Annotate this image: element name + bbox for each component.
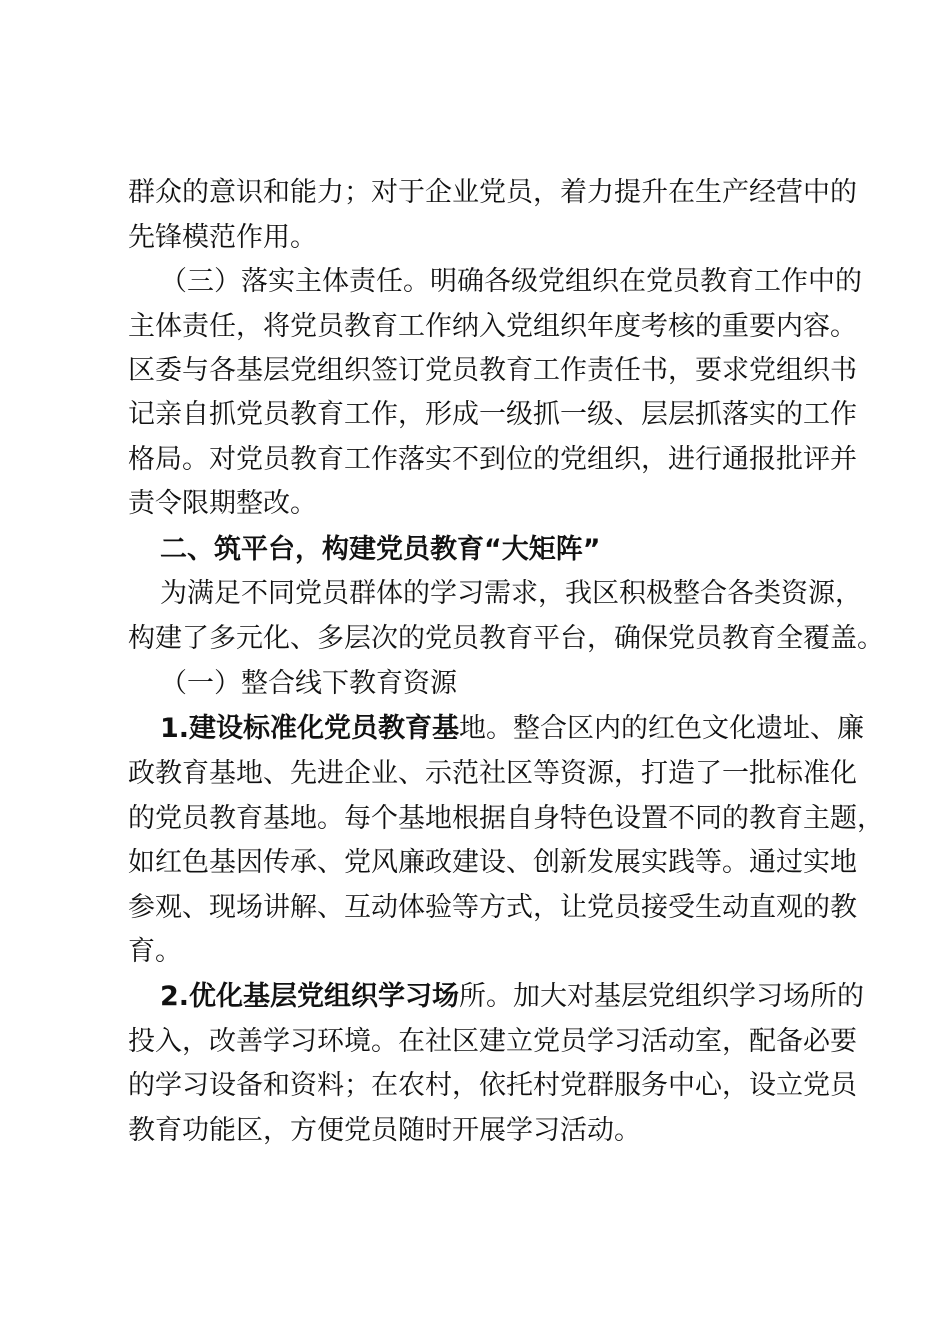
item-text: 地。整合区内的红色文化遗址、廉 [459,713,865,744]
paragraph-line: 先锋模范作用。 [128,222,317,253]
paragraph-line: 的党员教育基地。每个基地根据自身特色设置不同的教育主题， [128,803,884,834]
item-title: 2.优化基层党组织学习场 [160,981,460,1012]
paragraph-line: 参观、现场讲解、互动体验等方式，让党员接受生动直观的教 [128,892,857,923]
paragraph-line: 主体责任，将党员教育工作纳入党组织年度考核的重要内容。 [128,311,857,342]
paragraph-line: 如红色基因传承、党风廉政建设、创新发展实践等。通过实地 [128,847,857,878]
paragraph-line: 投入，改善学习环境。在社区建立党员学习活动室，配备必要 [128,1026,857,1057]
paragraph-line: 区委与各基层党组织签订党员教育工作责任书，要求党组织书 [128,355,857,386]
paragraph-line: 为满足不同党员群体的学习需求，我区积极整合各类资源， [160,578,862,609]
section-heading: 二、筑平台，构建党员教育“大矩阵” [160,534,601,565]
paragraph-line: 育。 [128,936,182,967]
paragraph-line: 格局。对党员教育工作落实不到位的党组织，进行通报批评并 [128,444,857,475]
paragraph-line: 的学习设备和资料；在农村，依托村党群服务中心，设立党员 [128,1070,857,1101]
paragraph-line [160,709,865,749]
paragraph-line: （三）落实主体责任。明确各级党组织在党员教育工作中的 [160,266,862,297]
paragraph-line: 记亲自抓党员教育工作，形成一级抓一级、层层抓落实的工作 [128,399,857,430]
item-text: 所。加大对基层党组织学习场所的 [459,981,865,1012]
paragraph-line: 教育功能区，方便党员随时开展学习活动。 [128,1115,641,1146]
item-title: 1.建设标准化党员教育基 [160,713,460,744]
paragraph-line [160,977,865,1017]
paragraph-line: 责令限期整改。 [128,488,317,519]
subsection-heading: （一）整合线下教育资源 [160,668,457,699]
paragraph-line: 群众的意识和能力；对于企业党员，着力提升在生产经营中的 [128,177,857,208]
paragraph-line: 构建了多元化、多层次的党员教育平台，确保党员教育全覆盖。 [128,623,884,654]
paragraph-line: 政教育基地、先进企业、示范社区等资源，打造了一批标准化 [128,758,857,789]
